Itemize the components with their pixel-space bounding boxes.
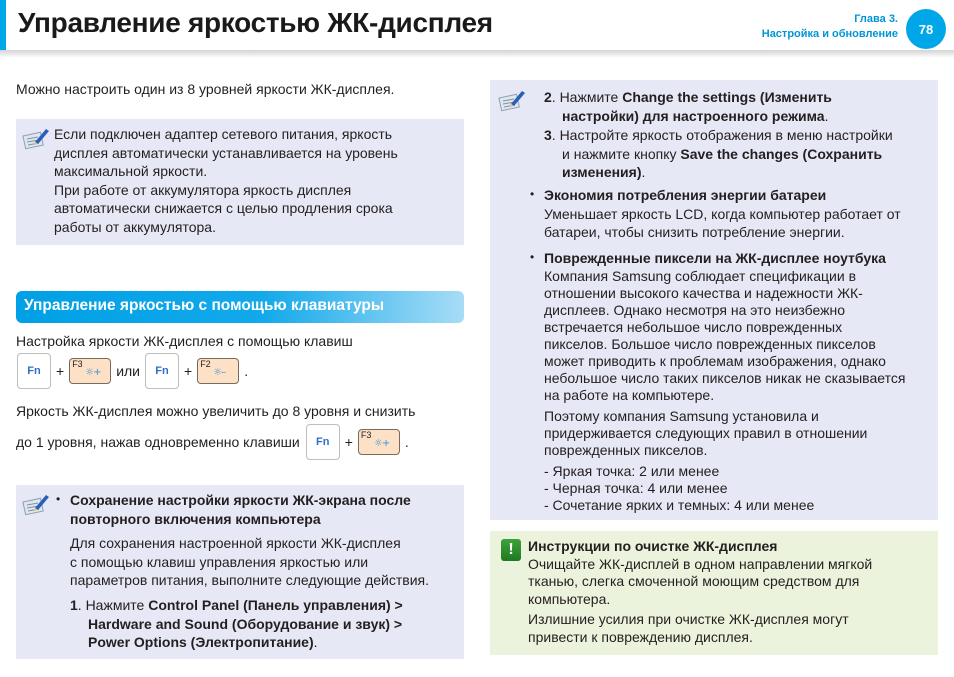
heading-line: Сохранение настройки яркости ЖК-экрана после xyxy=(70,492,411,508)
note-pencil-icon xyxy=(22,126,50,150)
body-line: параметров питания, выполните следующие действия. xyxy=(70,572,430,588)
brightness-up-icon: ☼+ xyxy=(85,367,101,378)
plus-sign: + xyxy=(344,434,353,450)
body-line: Излишние усилия при очистке ЖК-дисплея могут xyxy=(528,611,849,627)
key-combination-row xyxy=(17,353,253,389)
body-line: поврежденных пикселов. xyxy=(544,441,708,458)
dead-pixels-section xyxy=(544,249,934,514)
period: . xyxy=(404,434,409,450)
fn-key-icon: Fn xyxy=(306,424,340,460)
pixel-rules-list xyxy=(544,463,934,514)
battery-saving-section xyxy=(544,186,934,242)
button-name: Change the settings (Изменить xyxy=(622,89,832,105)
body-line: Для сохранения настроенной яркости ЖК-дисплея xyxy=(70,535,401,551)
section-title: Управление яркостью с помощью клавиатуры xyxy=(24,297,385,314)
f3-brightness-up-key-icon xyxy=(69,358,111,384)
chapter-label xyxy=(762,12,898,42)
period: . xyxy=(244,363,249,379)
caution-text xyxy=(528,538,928,646)
rule-item: - Яркая точка: 2 или менее xyxy=(544,462,720,479)
body-line: Очищайте ЖК-дисплей в одном направлении мягкой xyxy=(528,555,873,572)
caution-box-cleaning xyxy=(490,531,938,655)
body-line: Уменьшает яркость LCD, когда компьютер работает от xyxy=(544,205,901,222)
step-number: 2 xyxy=(544,89,552,105)
page-title: Управление яркостью ЖК-дисплея xyxy=(18,7,493,38)
body-line: тканью, слегка смоченной моющим средством для xyxy=(528,573,860,589)
page-header xyxy=(0,0,954,56)
note-text xyxy=(54,125,454,236)
note-box-power xyxy=(16,119,464,245)
menu-path: Power Options (Электропитание) xyxy=(88,634,314,650)
rule-item: - Сочетание ярких и темных: 4 или менее xyxy=(544,496,815,513)
body-line: встречается небольшое число поврежденных xyxy=(544,318,843,335)
or-text: или xyxy=(116,363,140,379)
note-line: Если подключен адаптер сетевого питания, яркость xyxy=(54,126,393,142)
page-number-badge: 78 xyxy=(906,9,946,49)
intro-text: Можно настроить один из 8 уровней яркости ЖК-дисплея. xyxy=(16,81,395,97)
button-name: Save the changes (Сохранить xyxy=(680,145,883,162)
step-suffix: . xyxy=(641,164,646,180)
body-line: с помощью клавиш управления яркостью или xyxy=(70,553,369,570)
step-suffix: . xyxy=(824,107,829,124)
body-line: может приводить к проблемам изображения, однако xyxy=(544,352,886,369)
brightness-down-icon: ☼– xyxy=(213,367,226,378)
heading-line: повторного включения компьютера xyxy=(70,510,321,527)
exclamation-icon: ! xyxy=(501,539,521,561)
section-heading-keyboard xyxy=(16,291,464,323)
key-combination-row xyxy=(16,424,414,460)
step-3 xyxy=(544,126,934,182)
note-box-continued xyxy=(490,80,938,520)
fn-key-icon: Fn xyxy=(17,353,51,389)
body-line: придерживается следующих правил в отношении xyxy=(544,424,868,441)
keys-intro-text: Настройка яркости ЖК-дисплея с помощью клавиш xyxy=(16,333,353,349)
button-name: изменения) xyxy=(562,164,642,180)
key-label: F3 xyxy=(72,359,83,369)
f2-brightness-down-key-icon xyxy=(197,358,239,384)
plus-sign: + xyxy=(184,363,193,379)
brightness-levels-text-cont: до 1 уровня, нажав одновременно клавиши xyxy=(16,433,300,450)
chapter-number: Глава 3. xyxy=(854,13,898,25)
key-label: F2 xyxy=(200,359,211,369)
bullet: • xyxy=(56,492,61,506)
step-prefix: . Нажмите xyxy=(551,89,623,105)
note-box-save-brightness xyxy=(16,485,464,659)
body-line: небольшое число таких пикселов никак не сказывается xyxy=(544,369,906,386)
caution-heading: Инструкции по очистке ЖК-дисплея xyxy=(528,538,778,554)
bullet: • xyxy=(530,250,535,264)
note-line: При работе от аккумулятора яркость дисплея xyxy=(54,181,352,198)
brightness-levels-text: Яркость ЖК-дисплея можно увеличить до 8 уровня и снизить xyxy=(16,403,416,419)
note-line: максимальной яркости. xyxy=(54,163,208,179)
header-accent-bar xyxy=(0,0,6,50)
section-heading: Поврежденные пиксели на ЖК-дисплее ноутбука xyxy=(544,250,886,266)
step-number: 1 xyxy=(70,597,78,613)
step-text: и нажмите кнопку xyxy=(562,145,681,162)
body-line: компьютера. xyxy=(528,590,611,607)
menu-path: Hardware and Sound (Оборудование и звук) > xyxy=(88,615,403,632)
body-line: дисплеев. Однако несмотря на это неизбежно xyxy=(544,301,846,318)
note-line: работы от аккумулятора. xyxy=(54,218,216,235)
f3-brightness-up-key-icon xyxy=(358,429,400,455)
brightness-up-icon: ☼+ xyxy=(373,438,390,449)
chapter-title: Настройка и обновление xyxy=(761,28,898,40)
body-line: отношении высокого качества и надежности ЖК- xyxy=(544,284,863,301)
button-name: настройки) для настроенного режима xyxy=(562,107,825,124)
step-1 xyxy=(70,596,460,652)
plus-sign: + xyxy=(56,363,65,379)
step-number: 3 xyxy=(544,127,552,143)
body-line: пикселов. Большое число поврежденных пикселов xyxy=(544,335,876,352)
step-2 xyxy=(544,88,934,125)
key-label: F3 xyxy=(360,430,372,440)
note-line: дисплея автоматически устанавливается на уровень xyxy=(54,144,398,161)
bullet: • xyxy=(530,187,535,201)
note-heading xyxy=(70,491,460,528)
body-line: батареи, чтобы снизить потребление энергии. xyxy=(544,224,845,240)
step-prefix: . Нажмите xyxy=(77,597,149,613)
rule-item: - Черная точка: 4 или менее xyxy=(544,479,728,496)
menu-path: Control Panel (Панель управления) > xyxy=(148,597,403,613)
step-text: . Настройте яркость отображения в меню настройки xyxy=(551,127,893,143)
note-line: автоматически снижается с целью продления срока xyxy=(54,200,393,216)
body-line: на работе на компьютере. xyxy=(544,386,715,403)
note-pencil-icon xyxy=(498,88,526,112)
body-line: Поэтому компания Samsung установила и xyxy=(544,407,819,424)
note-pencil-icon xyxy=(22,492,50,516)
body-line: Компания Samsung соблюдает спецификации в xyxy=(544,267,857,284)
step-suffix: . xyxy=(313,634,318,650)
body-line: привести к повреждению дисплея. xyxy=(528,628,753,645)
fn-key-icon: Fn xyxy=(145,353,179,389)
header-divider xyxy=(0,50,954,58)
note-body xyxy=(70,534,460,590)
section-heading: Экономия потребления энергии батареи xyxy=(544,187,827,203)
